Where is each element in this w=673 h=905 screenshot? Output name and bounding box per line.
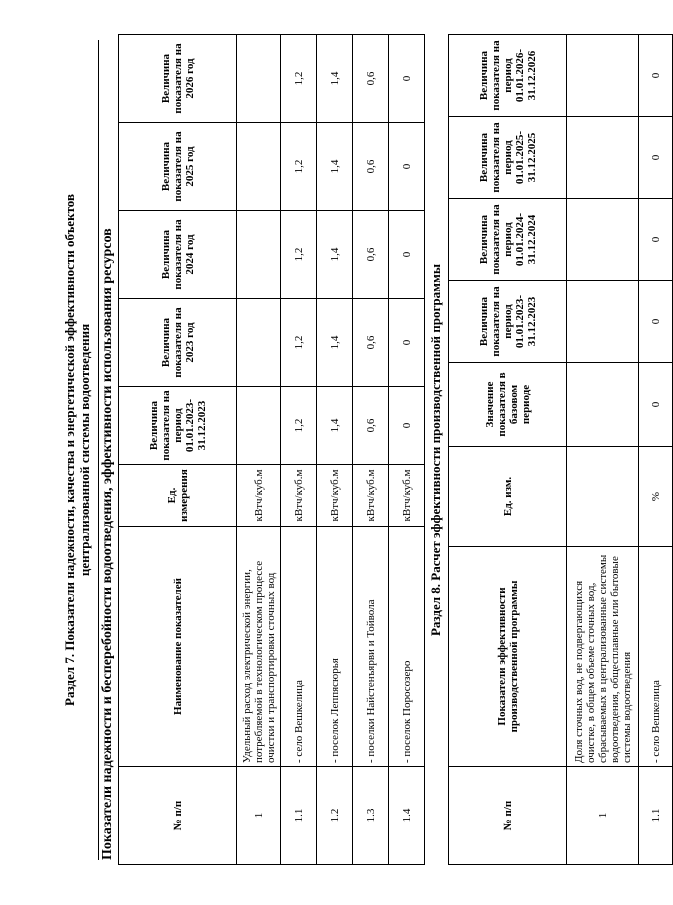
row-v5: 0 [389, 35, 425, 123]
row-name: - поселки Найстенъярви и Тойвола [353, 527, 389, 767]
row-v1: 0 [389, 387, 425, 465]
row-num: 1.4 [389, 767, 425, 865]
row-unit: кВтч/куб.м [317, 465, 353, 527]
row-v4: 0 [389, 123, 425, 211]
row-v3 [237, 211, 281, 299]
row-v5: 1,4 [317, 35, 353, 123]
row-name: Удельный расход электрической энергии, потребляемой в технологическом процессе очистки и транспортировки сточных вод [237, 527, 281, 767]
s7-col-v4: Величина показателя на 2025 год [119, 123, 237, 211]
section7-title-line1: Раздел 7. Показатели надежности, качества и энергетической эффективности объектов [62, 194, 77, 706]
table-row [389, 35, 425, 865]
s7-col-num: № п/п [119, 767, 237, 865]
section7-table [118, 34, 425, 865]
row-v2: 0,6 [353, 299, 389, 387]
row-base [567, 363, 639, 447]
table-row [237, 35, 281, 865]
row-v3: 0 [639, 117, 673, 199]
section8-header-row [449, 35, 567, 865]
table-row [353, 35, 389, 865]
row-v3: 1,2 [281, 211, 317, 299]
row-v2: 0 [389, 299, 425, 387]
row-v1: 0,6 [353, 387, 389, 465]
row-num: 1.3 [353, 767, 389, 865]
row-v4 [567, 35, 639, 117]
row-unit: кВтч/куб.м [281, 465, 317, 527]
row-v2: 1,2 [281, 299, 317, 387]
s7-col-v3: Величина показателя на 2024 год [119, 211, 237, 299]
row-name: - поселок Поросозеро [389, 527, 425, 767]
row-v5 [237, 35, 281, 123]
row-unit: кВтч/куб.м [237, 465, 281, 527]
s8-col-v3: Величина показателя на период 01.01.2025-31.12.2025 [449, 117, 567, 199]
row-unit: кВтч/куб.м [353, 465, 389, 527]
row-name: - поселок Леппясюрья [317, 527, 353, 767]
row-v2 [567, 199, 639, 281]
row-v4 [237, 123, 281, 211]
row-name: - село Вешкелица [639, 547, 673, 767]
row-num: 1 [237, 767, 281, 865]
s7-col-name: Наименование показателей [119, 527, 237, 767]
row-v2: 0 [639, 199, 673, 281]
row-v3 [567, 117, 639, 199]
row-v4: 1,2 [281, 123, 317, 211]
s8-col-num: № п/п [449, 767, 567, 865]
row-v4: 1,4 [317, 123, 353, 211]
row-v1: 0 [639, 281, 673, 363]
row-unit: кВтч/куб.м [389, 465, 425, 527]
row-v4: 0,6 [353, 123, 389, 211]
row-num: 1.1 [639, 767, 673, 865]
row-v1 [567, 281, 639, 363]
section8-title: Раздел 8. Расчет эффективности производственной программы [428, 263, 443, 637]
section7-rule [98, 40, 99, 860]
s8-col-name: Показатели эффективности производственной программы [449, 547, 567, 767]
row-num: 1 [567, 767, 639, 865]
row-v5: 0,6 [353, 35, 389, 123]
row-num: 1.2 [317, 767, 353, 865]
row-v4: 0 [639, 35, 673, 117]
section7-header-row [119, 35, 237, 865]
row-v5: 1,2 [281, 35, 317, 123]
section8-table [448, 34, 673, 865]
row-v3: 0,6 [353, 211, 389, 299]
s7-col-unit: Ед. измерения [119, 465, 237, 527]
s8-col-v4: Величина показателя на период 01.01.2026-31.12.2026 [449, 35, 567, 117]
s7-col-v2: Величина показателя на 2023 год [119, 299, 237, 387]
row-v3: 0 [389, 211, 425, 299]
s7-col-v5: Величина показателя на 2026 год [119, 35, 237, 123]
table-row [639, 35, 673, 865]
row-num: 1.1 [281, 767, 317, 865]
row-name: - село Вешкелица [281, 527, 317, 767]
row-v2: 1,4 [317, 299, 353, 387]
section7-title [62, 35, 92, 865]
s7-col-v1: Величина показателя на период 01.01.2023-31.12.2023 [119, 387, 237, 465]
section7-subheading: Показатели надежности и бесперебойности водоотведения, эффективности использования ресурсов [100, 228, 115, 860]
row-base: 0 [639, 363, 673, 447]
row-unit [567, 447, 639, 547]
table-row [317, 35, 353, 865]
s8-col-unit: Ед. изм. [449, 447, 567, 547]
row-v1 [237, 387, 281, 465]
s8-col-base: Значение показателя в базовом периоде [449, 363, 567, 447]
row-v1: 1,2 [281, 387, 317, 465]
row-v2 [237, 299, 281, 387]
row-v3: 1,4 [317, 211, 353, 299]
row-name: Доля сточных вод, не подвергающихся очистке, в общем объеме сточных вод, сбрасываемых в централизованные системы водоотведения, общесплавные или бытовые системы водоотведения [567, 547, 639, 767]
s8-col-v2: Величина показателя на период 01.01.2024-31.12.2024 [449, 199, 567, 281]
table-row [281, 35, 317, 865]
table-row [567, 35, 639, 865]
row-v1: 1,4 [317, 387, 353, 465]
section7-title-line2: централизованной системы водоотведения [77, 323, 92, 577]
row-unit: % [639, 447, 673, 547]
s8-col-v1: Величина показателя на период 01.01.2023-31.12.2023 [449, 281, 567, 363]
